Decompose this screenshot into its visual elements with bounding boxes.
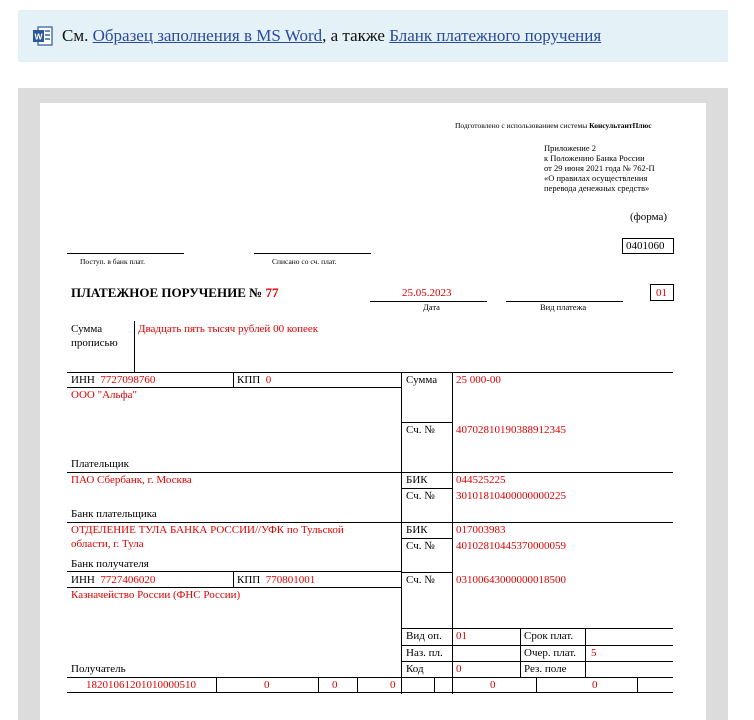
doc-number-value: 0 [490, 679, 496, 691]
period-value: 0 [390, 679, 396, 691]
payee-account: 03100643000000018500 [456, 574, 566, 586]
form-label: (форма) [630, 211, 668, 223]
payee-bank-label: Банк получателя [71, 558, 149, 570]
payer-corr-account: 30101810400000000225 [456, 490, 566, 502]
appendix-line-4: «О правилах осуществления [544, 173, 648, 183]
doc-date-value: 0 [592, 679, 598, 691]
svg-text:W: W [34, 31, 43, 42]
debited-label: Списано со сч. плат. [272, 257, 337, 266]
notice-banner [18, 10, 728, 62]
blank-form-link[interactable]: Бланк платежного поручения [389, 26, 602, 45]
code-label: Код [406, 663, 424, 675]
payer-bik-label: БИК [406, 474, 428, 486]
reserve-label: Рез. поле [524, 663, 567, 675]
word-document-icon [32, 25, 54, 47]
payee-bik: 017003983 [456, 524, 506, 536]
payer-inn: ИНН 7727098760 [71, 374, 156, 386]
payee-bik-label: БИК [406, 524, 428, 536]
order-number: 77 [265, 285, 279, 300]
prepared-with-note: Подготовлено с использованием системы КонсультантПлюс [455, 121, 652, 130]
payer-corr-account-label: Сч. № [406, 490, 435, 502]
priority-value: 5 [591, 647, 597, 659]
notice-prefix: См. [62, 26, 93, 45]
payee-account-label: Сч. № [406, 574, 435, 586]
notice-text [62, 25, 601, 47]
form-title: ПЛАТЕЖНОЕ ПОРУЧЕНИЕ № 77 [71, 285, 279, 300]
payer-account: 40702810190388912345 [456, 424, 566, 436]
payer-kpp: КПП 0 [237, 374, 272, 386]
appendix-line-2: к Положению Банка России [544, 153, 645, 163]
payee-corr-account: 40102810445370000059 [456, 540, 566, 552]
payer-name: ООО "Альфа" [71, 389, 138, 401]
payment-order-sheet [40, 103, 706, 720]
payee-corr-account-label: Сч. № [406, 540, 435, 552]
document-frame [18, 88, 728, 720]
payer-account-label: Сч. № [406, 424, 435, 436]
code-value: 0 [456, 663, 462, 675]
amount-label: Сумма [406, 374, 438, 386]
received-label: Поступ. в банк плат. [80, 257, 145, 266]
appendix-line-3: от 29 июня 2021 года № 762-П [544, 163, 655, 173]
payer-bank-label: Банк плательщика [71, 508, 157, 520]
sum-words-label-1: Сумма [71, 323, 103, 335]
sum-words-label-2: прописью [71, 337, 118, 349]
okud-code-box: 0401060 [622, 238, 674, 254]
priority-label: Очер. плат. [524, 647, 577, 659]
payer-bik: 044525225 [456, 474, 506, 486]
amount-value: 25 000-00 [456, 374, 501, 386]
status-box: 01 [650, 284, 674, 301]
purpose-code-label: Наз. пл. [406, 647, 443, 659]
order-date: 25.05.2023 [402, 287, 452, 299]
kbk-value: 18201061201010000510 [86, 679, 196, 691]
basis-value: 0 [332, 679, 338, 691]
word-sample-link[interactable]: Образец заполнения в MS Word [92, 26, 323, 45]
oktmo-value: 0 [264, 679, 270, 691]
date-label: Дата [423, 302, 440, 312]
payee-label: Получатель [71, 663, 126, 675]
payment-type-label: Вид платежа [540, 302, 587, 312]
payer-bank-name: ПАО Сбербанк, г. Москва [71, 474, 192, 486]
payee-bank-name-line-1: ОТДЕЛЕНИЕ ТУЛА БАНКА РОССИИ//УФК по Тульской [71, 524, 344, 536]
notice-middle: , а также [322, 26, 390, 45]
appendix-line-5: перевода денежных средств» [544, 183, 650, 193]
op-type-value: 01 [456, 630, 467, 642]
payee-kpp: КПП 770801001 [237, 574, 316, 586]
payee-inn: ИНН 7727406020 [71, 574, 156, 586]
payee-bank-name-line-2: области, г. Тула [71, 538, 144, 550]
appendix-line-1: Приложение 2 [544, 143, 596, 153]
op-type-label: Вид оп. [406, 630, 442, 642]
sum-in-words: Двадцать пять тысяч рублей 00 копеек [138, 323, 319, 335]
payee-name: Казначейство России (ФНС России) [71, 589, 241, 601]
due-label: Срок плат. [524, 630, 574, 642]
payer-label: Плательщик [71, 458, 129, 470]
